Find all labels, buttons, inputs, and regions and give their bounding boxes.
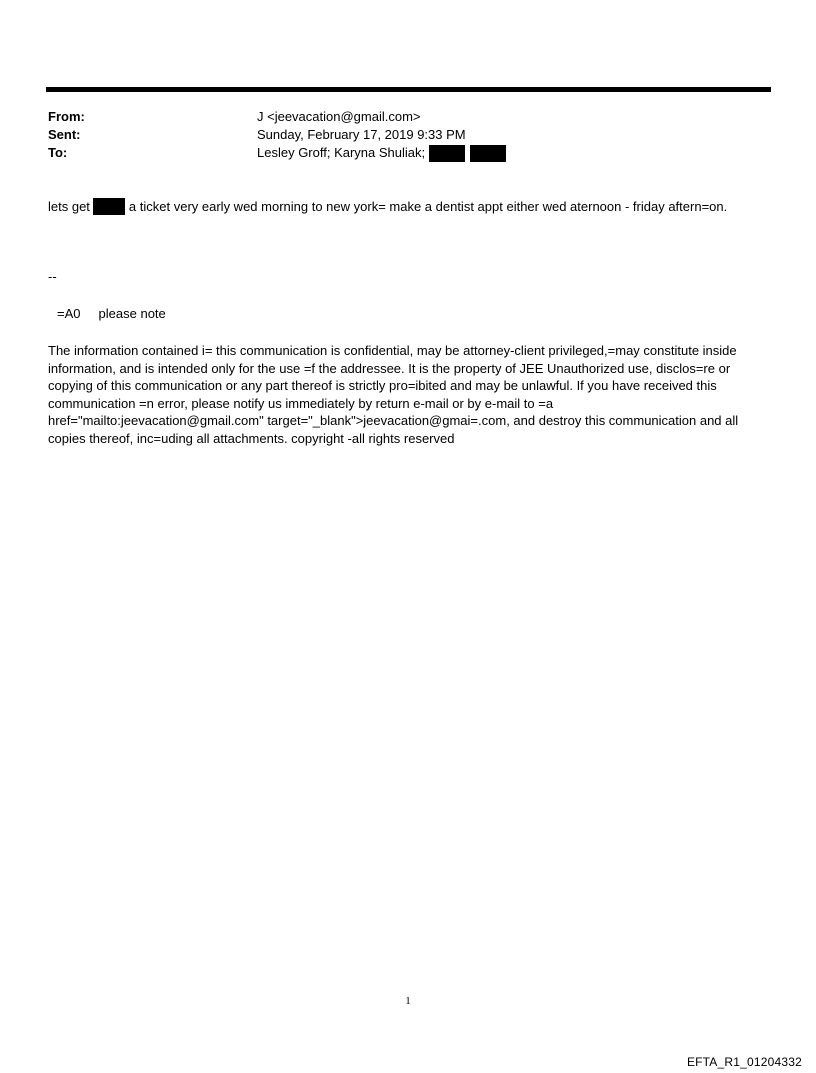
signature-note: =A0 please note	[57, 306, 166, 321]
redaction-box	[470, 145, 506, 162]
message-part1: lets get	[48, 199, 90, 214]
to-label: To:	[48, 145, 68, 160]
to-row	[48, 144, 748, 162]
redaction-box	[429, 145, 465, 162]
sent-row	[48, 126, 748, 144]
confidentiality-disclaimer: The information contained i= this communication is confidential, may be attorney-client privileged,=may constitute inside information, and is intended only for the use =f the addressee. It is the property of JEE Unauthorized use, disclos=re or copying of this communication or any part thereof is strictly pro=ibited and may be unlawful. If you have received this communication =n error, please notify us immediately by return e-mail or by e-mail to =a href="mailto:jeevacation@gmail.com" target="_blank">jeevacation@gmai=.com, and destroy this communication and all copies thereof, inc=uding all attachments. copyright -all rights reserved	[48, 343, 739, 446]
redaction-box	[93, 198, 125, 215]
to-value: Lesley Groff; Karyna Shuliak;	[257, 145, 426, 160]
page-number: 1	[405, 995, 411, 1007]
from-row	[48, 108, 748, 126]
email-header	[48, 108, 748, 162]
from-label: From:	[48, 109, 85, 124]
message-part2: a ticket very early wed morning to new york= make a dentist appt either wed aternoon - friday aftern=on.	[128, 199, 728, 214]
header-divider	[46, 87, 771, 92]
email-message	[48, 198, 748, 216]
sent-value: Sunday, February 17, 2019 9:33 PM	[257, 127, 466, 142]
signature-separator: --	[48, 269, 57, 284]
from-value: J <jeevacation@gmail.com>	[257, 109, 421, 124]
to-value-container	[257, 144, 506, 162]
sent-label: Sent:	[48, 127, 81, 142]
document-id: EFTA_R1_01204332	[686, 1055, 802, 1069]
